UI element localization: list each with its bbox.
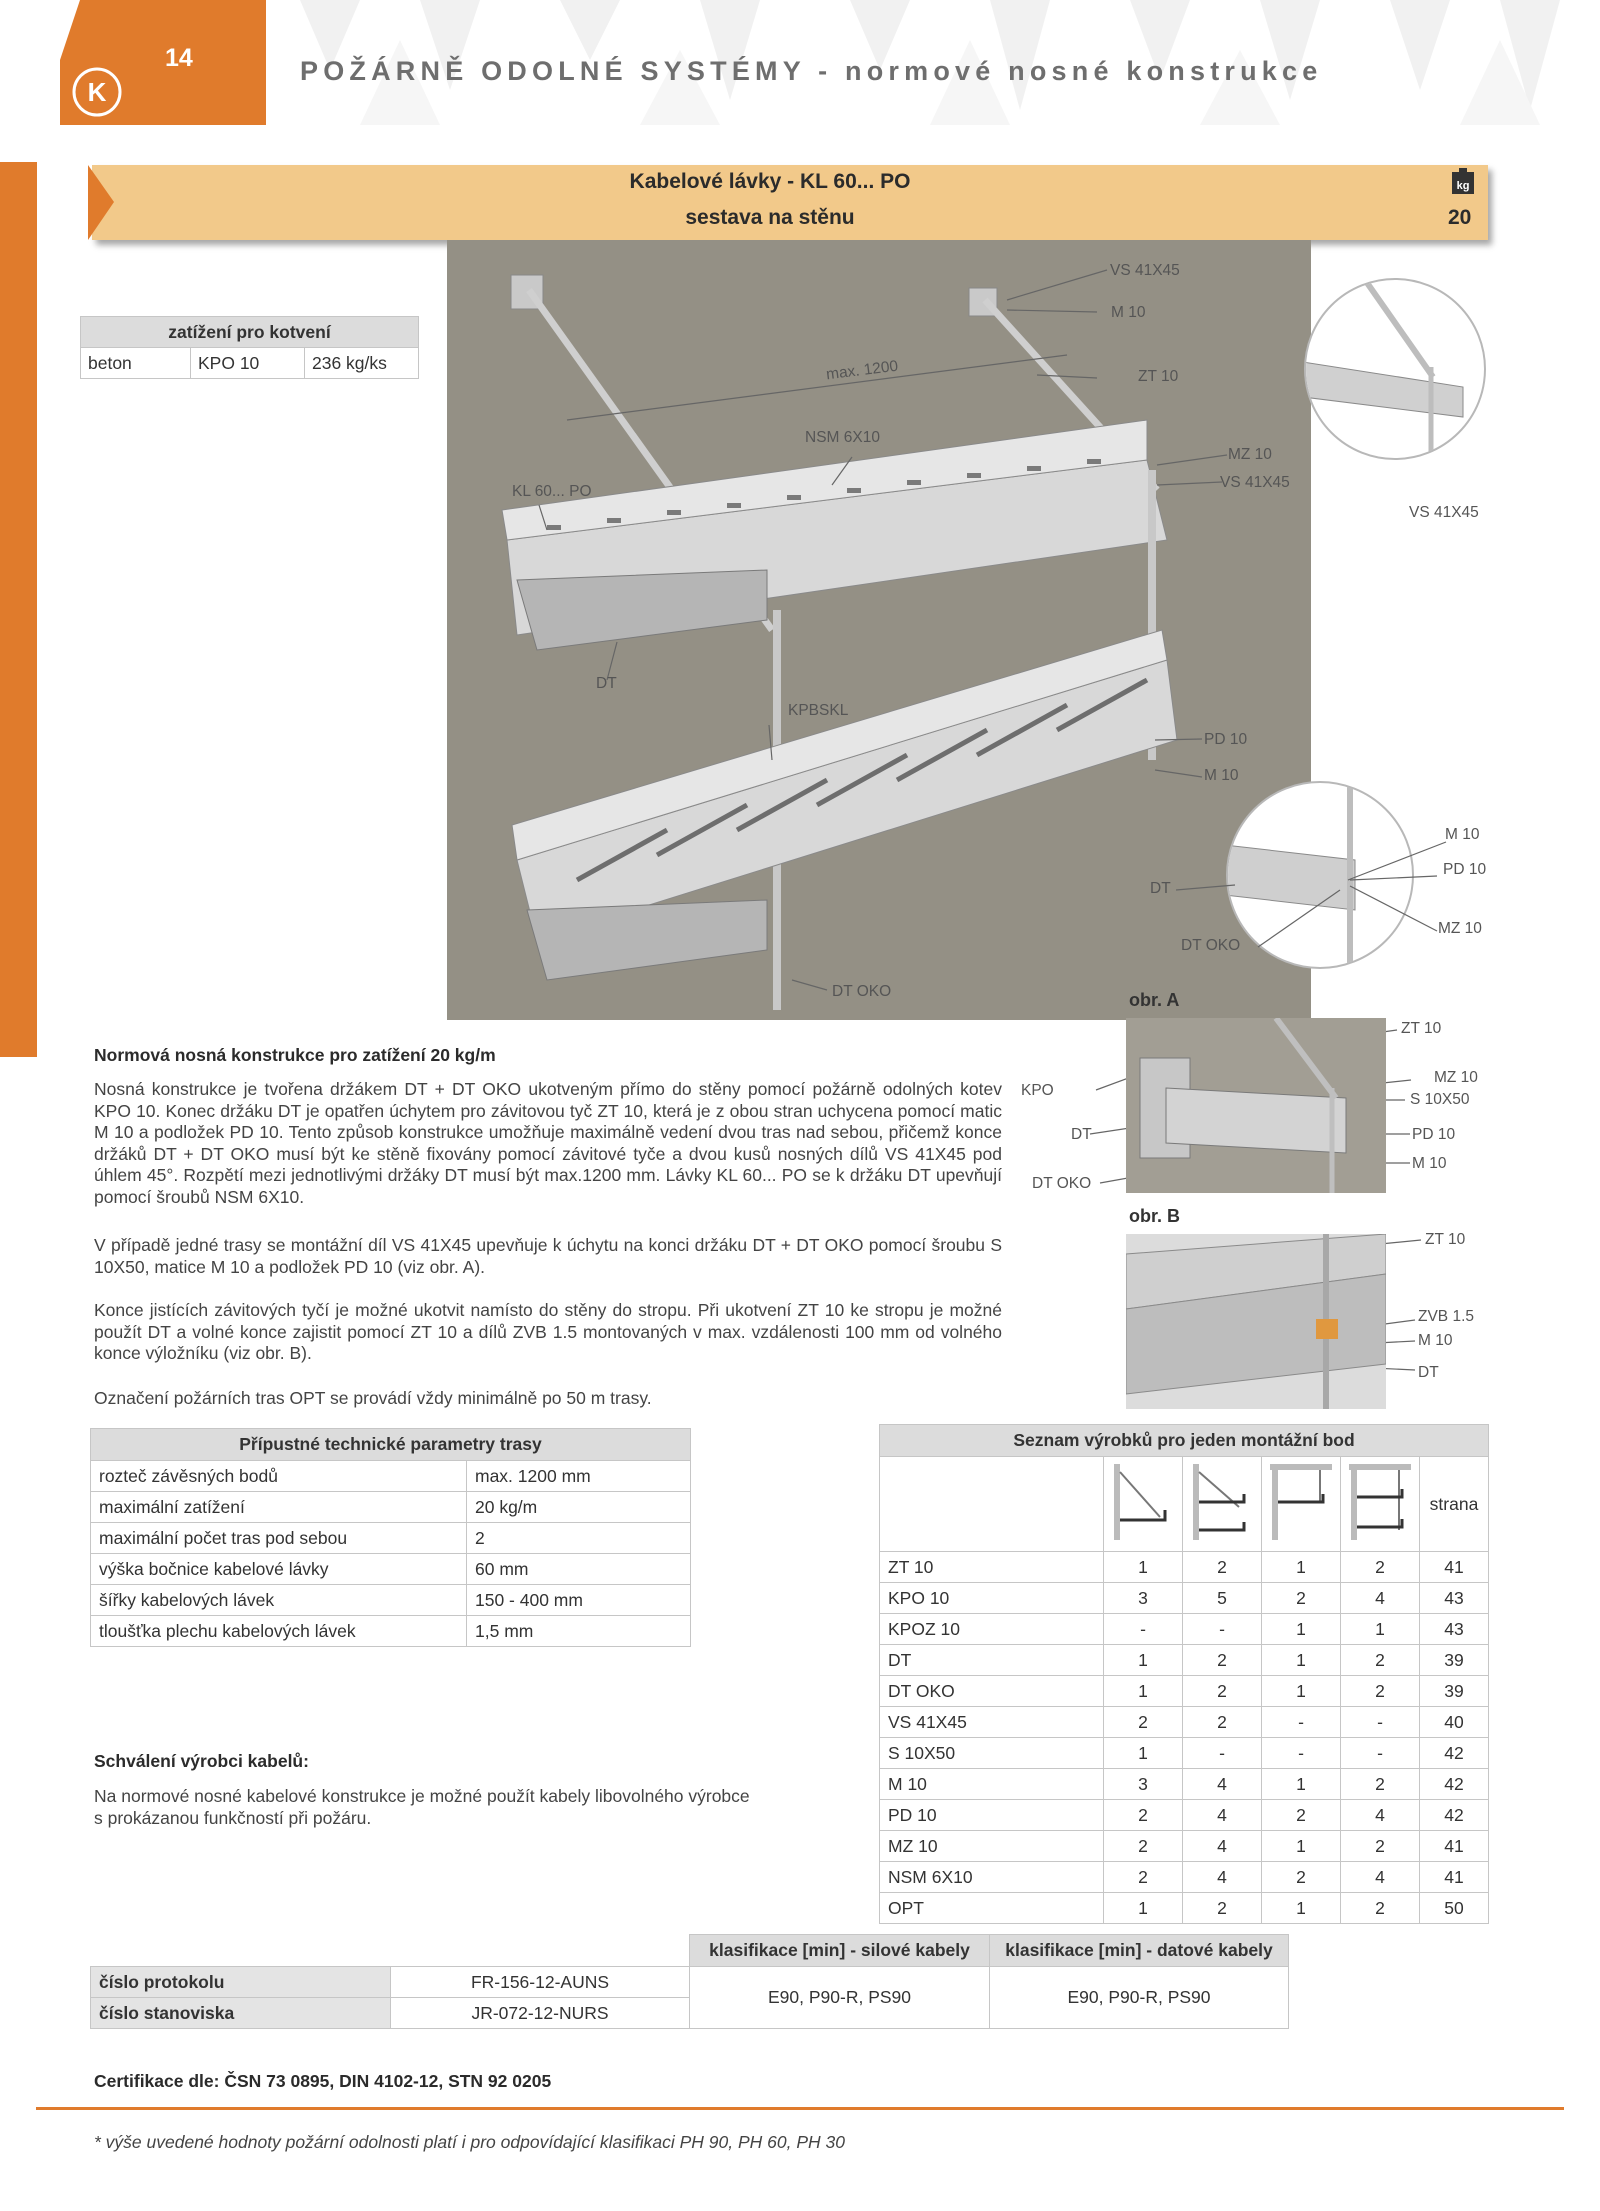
table-cell: 2 <box>1262 1583 1341 1614</box>
table-cell: 4 <box>1183 1800 1262 1831</box>
table-row <box>880 1893 1489 1924</box>
table-cell: PD 10 <box>880 1800 1104 1831</box>
label-mz10: MZ 10 <box>1228 446 1272 463</box>
banner-title: Kabelové lávky - KL 60... PO <box>629 170 911 193</box>
table-cell: 39 <box>1420 1676 1489 1707</box>
label-a-s10x50: S 10X50 <box>1410 1091 1470 1108</box>
parameters-table-header: Přípustné technické parametry trasy <box>91 1429 691 1461</box>
table-row <box>880 1645 1489 1676</box>
table-cell: FR-156-12-AUNS <box>391 1967 690 1998</box>
table-cell: 2 <box>1341 1769 1420 1800</box>
assembly-illustration <box>447 240 1311 1020</box>
table-cell: 42 <box>1420 1769 1489 1800</box>
table-cell: NSM 6X10 <box>880 1862 1104 1893</box>
table-cell: 1 <box>1262 1676 1341 1707</box>
config-icon-single-ceiling <box>1262 1457 1341 1552</box>
table-cell: - <box>1341 1707 1420 1738</box>
label-dt-oko: DT OKO <box>832 983 892 1000</box>
label-dt: DT <box>596 675 617 692</box>
label-a-zt10: ZT 10 <box>1401 1020 1442 1037</box>
table-cell: 4 <box>1183 1862 1262 1893</box>
label-b-zt10: ZT 10 <box>1425 1231 1466 1248</box>
products-table <box>879 1424 1489 1924</box>
weight-icon <box>1452 168 1474 194</box>
table-cell: 5 <box>1183 1583 1262 1614</box>
label-a-dt: DT <box>1071 1126 1092 1143</box>
page-tab <box>60 0 266 125</box>
table-cell: 60 mm <box>467 1554 691 1585</box>
table-cell: rozteč závěsných bodů <box>91 1461 467 1492</box>
table-cell: 40 <box>1420 1707 1489 1738</box>
table-cell: 2 <box>1341 1645 1420 1676</box>
svg-text:K: K <box>87 77 107 107</box>
table-cell: 43 <box>1420 1583 1489 1614</box>
table-cell: 1 <box>1104 1645 1183 1676</box>
description-paragraph: V případě jedné trasy se montážní díl VS 41X45 upevňuje k úchytu na konci držáku DT + DT OKO pomocí šroubu S 10X50, matice M 10 a podložek PD 10 (viz obr. A). <box>94 1235 1002 1277</box>
table-cell: JR-072-12-NURS <box>391 1998 690 2029</box>
figure-b-caption: obr. B <box>1129 1206 1181 1226</box>
banner-subtitle: sestava na stěnu <box>685 206 855 229</box>
table-cell <box>91 1935 391 1967</box>
table-cell: 1,5 mm <box>467 1616 691 1647</box>
label-m10: M 10 <box>1204 767 1239 784</box>
description-paragraph: Konce jistících závitových tyčí je možné ukotvit namísto do stěny do stropu. Při ukotvení ZT 10 ke stropu je možné použít DT a volné konce zajistit pomocí ZT 10 a dílů ZVB 1.5 montovaných v max. vzdálenosti 100 mm od volného konce výložníku (viz obr. B). <box>94 1300 1002 1363</box>
table-cell: DT OKO <box>880 1676 1104 1707</box>
weight-value: 20 <box>1448 206 1472 229</box>
table-cell: KPO 10 <box>191 348 305 379</box>
table-cell: maximální zatížení <box>91 1492 467 1523</box>
table-cell: VS 41X45 <box>880 1707 1104 1738</box>
table-cell: MZ 10 <box>880 1831 1104 1862</box>
table-cell: 2 <box>467 1523 691 1554</box>
table-row <box>91 1523 691 1554</box>
table-cell: - <box>1341 1738 1420 1769</box>
detail-image-a <box>1126 1018 1386 1193</box>
table-cell: výška bočnice kabelové lávky <box>91 1554 467 1585</box>
table-cell: 1 <box>1341 1614 1420 1645</box>
label-a-dt-oko: DT OKO <box>1032 1175 1092 1192</box>
label-b-zvb: ZVB 1.5 <box>1418 1308 1474 1325</box>
table-cell: 4 <box>1341 1800 1420 1831</box>
table-cell: 4 <box>1341 1583 1420 1614</box>
table-cell: 1 <box>1104 1676 1183 1707</box>
table-row <box>91 1492 691 1523</box>
label-max-1200: max. 1200 <box>825 357 900 384</box>
label-pd10: PD 10 <box>1204 731 1248 748</box>
table-row <box>880 1676 1489 1707</box>
config-icon-double-wall <box>1183 1457 1262 1552</box>
section-title: POŽÁRNĚ ODOLNÉ SYSTÉMY - normové nosné konstrukce <box>300 56 1323 86</box>
table-cell: 2 <box>1341 1831 1420 1862</box>
table-cell: 41 <box>1420 1552 1489 1583</box>
strana-header: strana <box>1420 1457 1489 1552</box>
table-row <box>91 1585 691 1616</box>
table-cell: 2 <box>1262 1862 1341 1893</box>
table-cell: - <box>1104 1614 1183 1645</box>
page-number: 14 <box>165 44 193 72</box>
label-m10: M 10 <box>1111 304 1146 321</box>
parameters-table <box>90 1428 691 1647</box>
table-cell: 2 <box>1183 1552 1262 1583</box>
label-b-dt: DT <box>1418 1364 1439 1381</box>
table-row <box>880 1800 1489 1831</box>
description-paragraph: Nosná konstrukce je tvořena držákem DT + DT OKO ukotveným přímo do stěny pomocí požárně odolných kotev KPO 10. Konec držáku DT je opatřen úchytem pro závitovou tyč ZT 10, která je z obou stran uchycena pomocí matic M 10 a podložek PD 10. Tento způsob konstrukce umožňuje maximálně vedení dvou tras nad sebou, přičemž konce držáků DT + DT OKO musí být ke stěně fixovány pomocí závitové tyče a dvou kusů nosných dílů VS 41X45 pod úhlem 45°. Rozpětí mezi jednotlivými držáky DT musí být max.1200 mm. Lávky KL 60... PO se k držáku DT upevňují pomocí šroubů NSM 6X10. <box>94 1079 1002 1207</box>
table-cell: 1 <box>1262 1831 1341 1862</box>
table-cell: 1 <box>1104 1893 1183 1924</box>
label-dt-detail: DT <box>1150 880 1171 897</box>
label-mz10-detail: MZ 10 <box>1438 920 1482 937</box>
table-cell: KPOZ 10 <box>880 1614 1104 1645</box>
approval-text: s prokázanou funkčností při požáru. <box>94 1808 372 1828</box>
table-cell: číslo protokolu <box>91 1967 391 1998</box>
table-cell: 4 <box>1341 1862 1420 1893</box>
table-cell: 42 <box>1420 1738 1489 1769</box>
table-cell: 236 kg/ks <box>305 348 419 379</box>
data-cables-header: klasifikace [min] - datové kabely <box>990 1935 1289 1967</box>
table-cell: ZT 10 <box>880 1552 1104 1583</box>
table-cell: 4 <box>1183 1769 1262 1800</box>
table-cell: DT <box>880 1645 1104 1676</box>
label-vs41x45: VS 41X45 <box>1110 262 1180 279</box>
footer-divider <box>36 2107 1564 2110</box>
table-cell: 2 <box>1183 1893 1262 1924</box>
table-cell: - <box>1183 1614 1262 1645</box>
config-icon-single-wall <box>1104 1457 1183 1552</box>
svg-text:kg: kg <box>1456 180 1470 192</box>
table-cell: 2 <box>1341 1552 1420 1583</box>
label-a-pd10: PD 10 <box>1412 1126 1456 1143</box>
table-row <box>91 1461 691 1492</box>
table-cell: 2 <box>1341 1676 1420 1707</box>
table-cell: 2 <box>1183 1707 1262 1738</box>
table-cell: 1 <box>1262 1769 1341 1800</box>
table-row <box>91 1616 691 1647</box>
table-row <box>91 1554 691 1585</box>
table-cell: 42 <box>1420 1800 1489 1831</box>
label-zt10: ZT 10 <box>1138 368 1179 385</box>
figure-a-caption: obr. A <box>1129 990 1180 1010</box>
table-cell: 2 <box>1262 1800 1341 1831</box>
table-cell: 2 <box>1183 1676 1262 1707</box>
certification-note: Certifikace dle: ČSN 73 0895, DIN 4102-12, STN 92 0205 <box>94 2071 552 2091</box>
table-cell: číslo stanoviska <box>91 1998 391 2029</box>
table-cell: - <box>1262 1738 1341 1769</box>
table-cell: 1 <box>1262 1645 1341 1676</box>
table-cell: - <box>1183 1738 1262 1769</box>
label-m10-detail: M 10 <box>1445 826 1480 843</box>
table-cell: tloušťka plechu kabelových lávek <box>91 1616 467 1647</box>
label-pd10-detail: PD 10 <box>1443 861 1487 878</box>
table-cell: - <box>1262 1707 1341 1738</box>
description-heading: Normová nosná konstrukce pro zatížení 20 kg/m <box>94 1045 496 1065</box>
table-cell: šířky kabelových lávek <box>91 1585 467 1616</box>
table-row <box>880 1738 1489 1769</box>
table-cell: 2 <box>1104 1862 1183 1893</box>
anchor-load-table <box>80 316 419 379</box>
table-cell: 41 <box>1420 1831 1489 1862</box>
table-cell: 1 <box>1104 1738 1183 1769</box>
table-row <box>880 1769 1489 1800</box>
table-cell: 150 - 400 mm <box>467 1585 691 1616</box>
table-cell: 4 <box>1183 1831 1262 1862</box>
table-cell: 2 <box>1104 1800 1183 1831</box>
table-row <box>91 1967 1289 1998</box>
table-cell: beton <box>81 348 191 379</box>
label-kl60: KL 60... PO <box>512 483 592 500</box>
table-cell: 20 kg/m <box>467 1492 691 1523</box>
table-cell: E90, P90-R, PS90 <box>690 1967 990 2029</box>
table-cell: OPT <box>880 1893 1104 1924</box>
table-cell: 41 <box>1420 1862 1489 1893</box>
table-cell: maximální počet tras pod sebou <box>91 1523 467 1554</box>
table-cell: 2 <box>1104 1707 1183 1738</box>
table-row <box>880 1862 1489 1893</box>
table-cell: 1 <box>1262 1552 1341 1583</box>
table-cell: 2 <box>1341 1893 1420 1924</box>
label-dt-oko-detail: DT OKO <box>1181 937 1241 954</box>
approval-text: Na normové nosné kabelové konstrukce je možné použít kabely libovolného výrobce <box>94 1786 750 1806</box>
table-row <box>880 1707 1489 1738</box>
approval-heading: Schválení výrobci kabelů: <box>94 1751 309 1771</box>
table-cell: 50 <box>1420 1893 1489 1924</box>
table-cell: S 10X50 <box>880 1738 1104 1769</box>
table-cell <box>880 1457 1104 1552</box>
power-cables-header: klasifikace [min] - silové kabely <box>690 1935 990 1967</box>
label-vs41x45: VS 41X45 <box>1220 474 1290 491</box>
table-cell <box>391 1935 690 1967</box>
table-cell: 39 <box>1420 1645 1489 1676</box>
table-cell: 1 <box>1104 1552 1183 1583</box>
table-row <box>880 1583 1489 1614</box>
label-a-mz10: MZ 10 <box>1434 1069 1478 1086</box>
label-nsm6x10: NSM 6X10 <box>805 429 880 446</box>
table-cell: 43 <box>1420 1614 1489 1645</box>
table-row <box>81 348 419 379</box>
table-cell: 3 <box>1104 1769 1183 1800</box>
description-paragraph: Označení požárních tras OPT se provádí vždy minimálně po 50 m trasy. <box>94 1388 652 1408</box>
table-cell: KPO 10 <box>880 1583 1104 1614</box>
anchor-table-header: zatížení pro kotvení <box>81 317 419 348</box>
table-cell: 1 <box>1262 1893 1341 1924</box>
protocol-table <box>90 1934 1289 2029</box>
table-cell: 3 <box>1104 1583 1183 1614</box>
table-cell: max. 1200 mm <box>467 1461 691 1492</box>
products-table-header: Seznam výrobků pro jeden montážní bod <box>880 1425 1489 1457</box>
table-cell: M 10 <box>880 1769 1104 1800</box>
table-row <box>880 1457 1489 1552</box>
table-row <box>880 1614 1489 1645</box>
side-accent-bar <box>0 162 37 1057</box>
label-kpbskl: KPBSKL <box>788 702 849 719</box>
table-cell: E90, P90-R, PS90 <box>990 1967 1289 2029</box>
detail-image-b <box>1126 1234 1386 1409</box>
label-vs41x45-detail: VS 41X45 <box>1409 504 1479 521</box>
table-cell: 2 <box>1104 1831 1183 1862</box>
table-cell: 2 <box>1183 1645 1262 1676</box>
detail-circle-top <box>1303 277 1488 462</box>
table-row <box>880 1552 1489 1583</box>
config-icon-double-ceiling <box>1341 1457 1420 1552</box>
label-a-m10: M 10 <box>1412 1155 1447 1172</box>
table-row <box>880 1831 1489 1862</box>
table-cell: 1 <box>1262 1614 1341 1645</box>
footnote: * výše uvedené hodnoty požární odolnosti platí i pro odpovídající klasifikaci PH 90, PH 60, PH 30 <box>94 2132 845 2152</box>
detail-circle-bottom <box>1225 780 1415 970</box>
label-a-kpo: KPO <box>1021 1082 1054 1099</box>
label-b-m10: M 10 <box>1418 1332 1453 1349</box>
